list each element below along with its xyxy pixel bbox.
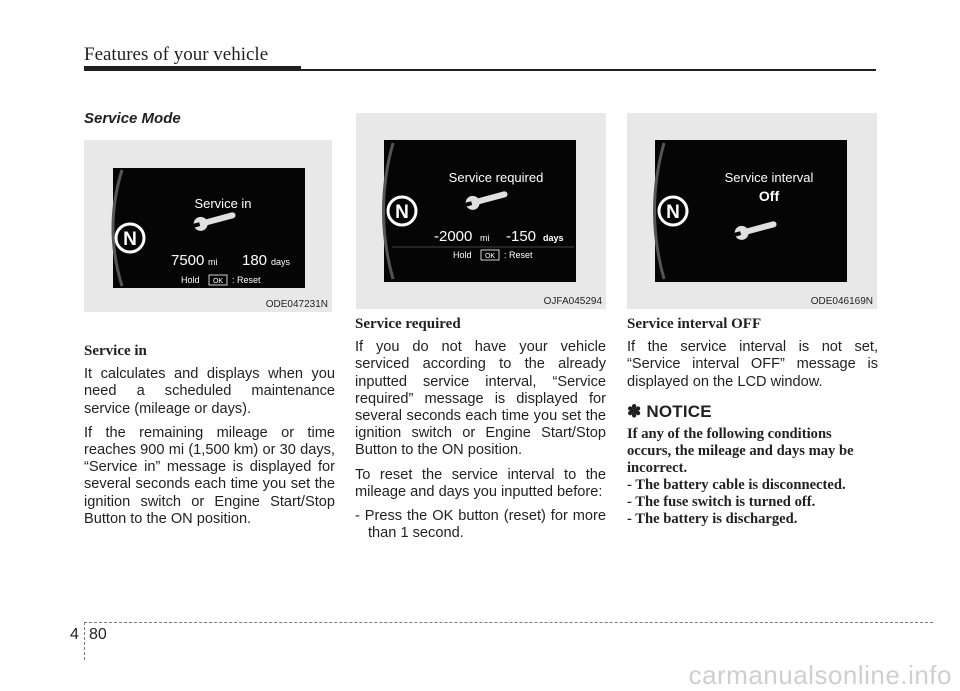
display-reset: : Reset bbox=[504, 250, 533, 260]
column-service-required bbox=[355, 316, 606, 549]
display-days-unit: days bbox=[543, 233, 564, 243]
watermark: carmanualsonline.info bbox=[688, 660, 952, 690]
page-number: 80 bbox=[89, 626, 107, 643]
svg-text:N: N bbox=[123, 229, 137, 250]
footer-rule bbox=[84, 622, 933, 623]
display-days: -150 bbox=[506, 228, 537, 245]
subheading: Service required bbox=[355, 316, 461, 332]
display-line1: Service in bbox=[194, 196, 252, 211]
cluster-display-service-required bbox=[356, 113, 606, 298]
figure-service-interval-off bbox=[627, 113, 877, 309]
display-hold: Hold bbox=[181, 275, 200, 285]
paragraph: If you do not have your vehicle serviced according to the already inputted service interval, “Service required” message is displayed for several seconds each time you set the ignition switch or Engine Start/Stop Button to the ON position. bbox=[355, 339, 606, 459]
paragraph: To reset the service interval to the mileage and days you inputted before: bbox=[355, 466, 606, 500]
column-service-interval-off bbox=[627, 316, 878, 528]
notice-title: ✽ NOTICE bbox=[627, 401, 712, 421]
display-line1: Service interval bbox=[724, 170, 814, 185]
display-mi-unit: mi bbox=[480, 233, 490, 243]
column-service-in bbox=[84, 343, 335, 535]
notice-item: - The battery is discharged. bbox=[627, 511, 798, 528]
figure-code: OJFA045294 bbox=[543, 296, 602, 307]
section-title: Service Mode bbox=[84, 110, 181, 127]
paragraph: If the service interval is not set, “Service interval OFF” message is displayed on the LCD window. bbox=[627, 339, 878, 390]
display-miles: 7500 bbox=[171, 252, 205, 269]
figure-code: ODE047231N bbox=[265, 299, 328, 310]
display-reset: : Reset bbox=[232, 275, 261, 285]
figure-service-required bbox=[356, 113, 606, 309]
subheading: Service in bbox=[84, 343, 147, 359]
svg-text:N: N bbox=[395, 202, 409, 223]
display-ok: OK bbox=[212, 278, 224, 285]
svg-text:N: N bbox=[666, 202, 680, 223]
paragraph: If the remaining mileage or time reaches 900 mi (1,500 km) or 30 days, “Service in” message is displayed for several seconds each time you set the ignition switch or Engine Start/Stop Button to the ON position. bbox=[84, 424, 335, 527]
display-days-unit: days bbox=[271, 257, 291, 267]
footer-divider bbox=[84, 622, 85, 660]
notice-intro: If any of the following conditions occurs, the mileage and days may be incorrect. bbox=[627, 426, 854, 477]
display-days: 180 bbox=[242, 252, 268, 269]
display-ok: OK bbox=[484, 253, 496, 260]
cluster-display-service-interval bbox=[627, 113, 877, 298]
paragraph: - Press the OK button (reset) for more than 1 second. bbox=[355, 508, 606, 542]
notice-item: - The fuse switch is turned off. bbox=[627, 494, 816, 511]
display-hold: Hold bbox=[453, 250, 472, 260]
figure-code: ODE046169N bbox=[810, 296, 873, 307]
header-rule-thin bbox=[301, 69, 876, 71]
cluster-display-service-in bbox=[84, 140, 332, 300]
subheading: Service interval OFF bbox=[627, 316, 762, 332]
notice-body bbox=[627, 426, 878, 528]
display-line2: Off bbox=[758, 188, 780, 204]
notice-item: - The battery cable is disconnected. bbox=[627, 477, 846, 494]
paragraph: It calculates and displays when you need a scheduled maintenance service (mileage or days). bbox=[84, 366, 335, 417]
header-rule-thick bbox=[84, 66, 301, 71]
display-line1: Service required bbox=[448, 170, 544, 185]
figure-service-in bbox=[84, 140, 332, 312]
display-miles: -2000 bbox=[434, 228, 473, 245]
display-mi-unit: mi bbox=[208, 257, 218, 267]
chapter-number: 4 bbox=[70, 626, 79, 643]
page-header-title: Features of your vehicle bbox=[84, 44, 269, 65]
